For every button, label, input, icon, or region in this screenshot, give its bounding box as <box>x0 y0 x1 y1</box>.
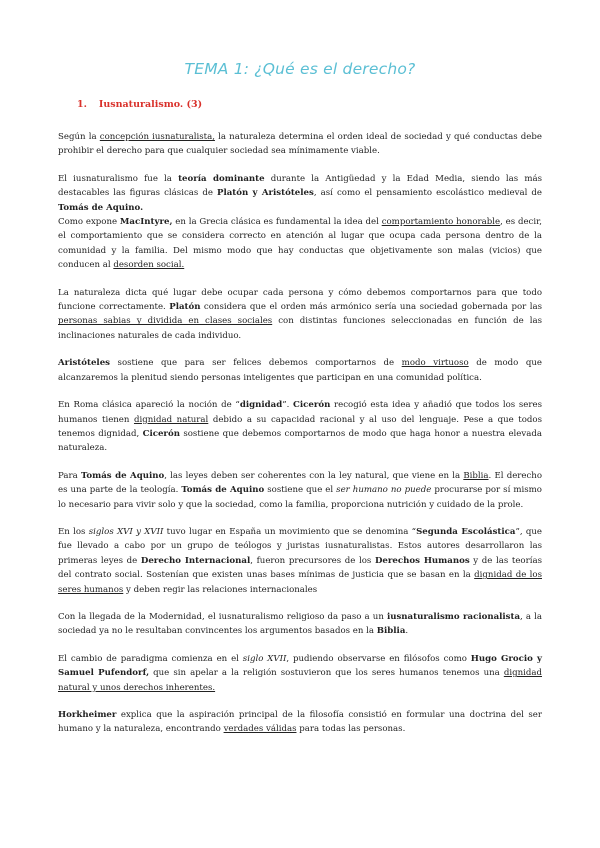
page-title: TEMA 1: ¿Qué es el derecho? <box>184 60 416 78</box>
text-run: y deben regir las relaciones internacionales <box>123 584 318 595</box>
paragraph <box>58 610 542 639</box>
bold-text: Tomás de Aquino <box>181 485 265 496</box>
body-text <box>58 130 542 750</box>
text-run: la naturaleza determina el orden ideal de sociedad y qué conductas debe prohibir el derecho para que cualquier sociedad sea mínimamente viable. <box>58 132 542 157</box>
underlined-text: desorden social. <box>113 260 185 271</box>
text-run: , fueron precursores de los <box>250 555 375 566</box>
text-run: tuvo lugar en España un movimiento que se denomina “ <box>163 526 417 537</box>
text-run: que sin apelar a la religión sostuvieron que los seres humanos tenemos una <box>149 668 504 679</box>
text-run: recogió esta idea y añadió que todos los seres humanos tienen <box>58 400 542 425</box>
paragraph <box>58 215 542 273</box>
text-run: con distintas funciones seleccionadas en función de las inclinaciones naturales de cada individuo. <box>58 316 542 341</box>
paragraph <box>58 356 542 385</box>
text-run: considera que el orden más armónico sería una sociedad gobernada por las <box>200 302 542 313</box>
paragraph <box>58 525 542 597</box>
underlined-text: dignidad de los seres humanos <box>58 570 542 595</box>
section-label: Iusnaturalismo. (3) <box>98 99 203 110</box>
text-run: ”. <box>282 400 294 411</box>
underlined-text: Biblia <box>463 470 489 481</box>
text-run: , así como el pensamiento escolástico medieval de <box>313 188 543 199</box>
text-run: , pudiendo observarse en filósofos como <box>286 653 471 664</box>
bold-text: Cicerón <box>293 400 331 411</box>
bold-text: Derechos Humanos <box>374 555 470 566</box>
text-run: Para <box>58 470 81 481</box>
paragraph <box>58 708 542 737</box>
text-run: para todas las personas. <box>296 724 406 735</box>
underlined-text: comportamiento honorable <box>381 217 501 228</box>
underlined-text: concepción iusnaturalista, <box>99 132 215 142</box>
bold-text: dignidad <box>239 400 283 411</box>
text-run: sostiene que el <box>264 485 337 496</box>
italic-text: siglos XVI y XVII <box>88 526 164 537</box>
section-heading <box>77 99 202 110</box>
text-run: El iusnaturalismo fue la <box>58 173 179 184</box>
bold-text: Platón <box>169 302 201 313</box>
text-run: sostiene que para ser felices debemos comportarnos de <box>110 358 402 369</box>
bold-text: Derecho Internacional <box>140 555 251 566</box>
italic-text: siglo XVII <box>242 653 287 664</box>
text-run: Como expone <box>58 217 120 228</box>
bold-text: Biblia <box>376 626 406 637</box>
bold-text: Horkheimer <box>58 710 117 720</box>
bold-text: teoría dominante <box>178 173 265 184</box>
text-run: procurarse por sí mismo lo necesario para vivir solo y que la sociedad, como la familia, proporciona nutrición y cuidado de la prole. <box>58 485 542 510</box>
text-run: sostiene que debemos comportarnos de modo que haga honor a nuestra elevada naturaleza. <box>58 428 542 454</box>
bold-text: Segunda Escolástica <box>416 526 516 537</box>
bold-text: Tomás de Aquino <box>80 470 165 481</box>
underlined-text: dignidad natural <box>133 414 209 425</box>
text-run: debido a su capacidad racional y al uso del lenguaje. Pese a que todos tenemos dignidad, <box>58 414 543 439</box>
bold-text: MacIntyre, <box>119 217 173 228</box>
text-run: En Roma clásica apareció la noción de “ <box>58 400 240 411</box>
underlined-text: modo virtuoso <box>401 358 469 369</box>
bold-text: Hugo Grocio y Samuel Pufendorf, <box>58 653 542 679</box>
bold-text: Tomás de Aquino. <box>58 202 144 213</box>
text-run: . <box>405 626 409 637</box>
paragraph <box>58 469 542 512</box>
text-run: Con la llegada de la Modernidad, el iusnaturalismo religioso da paso a un <box>58 611 387 622</box>
underlined-text: personas sabias y dividida en clases sociales <box>58 316 273 327</box>
text-run: explica que la aspiración principal de la filosofía consistió en formular una doctrina del ser humano y la naturaleza, encontrando <box>58 710 542 735</box>
underlined-text: verdades válidas <box>223 724 297 735</box>
paragraph <box>58 652 542 695</box>
paragraph <box>58 286 542 344</box>
bold-text: Cicerón <box>142 428 180 439</box>
text-run: El cambio de paradigma comienza en el <box>58 653 243 664</box>
underlined-text: dignidad natural y unos derechos inherentes. <box>58 668 543 693</box>
text-run: ”, que fue llevado a cabo por un grupo de teólogos y juristas iusnaturalistas. Estos autores desarrollaron las primeras leyes de <box>58 526 543 566</box>
paragraph <box>58 130 542 159</box>
text-run: , las leyes deben ser coherentes con la ley natural, que viene en la <box>164 470 464 481</box>
text-run: Según la <box>58 132 100 142</box>
text-run: En los <box>58 526 89 537</box>
text-run: en la Grecia clásica es fundamental la idea del <box>172 217 382 228</box>
bold-text: iusnaturalismo racionalista <box>386 611 521 622</box>
paragraph <box>58 398 542 456</box>
paragraph <box>58 172 542 215</box>
text-run: durante la Antigüedad y la Edad Media, siendo las más destacables las figuras clásicas de <box>58 173 542 199</box>
section-number: 1. <box>77 99 87 110</box>
text-run: , a la sociedad ya no le resultaban convincentes los argumentos basados en la <box>58 611 542 637</box>
text-run: y de las teorías del contrato social. Sostenían que existen unas bases mínimas de justicia que se basan en la <box>58 555 542 581</box>
text-run: de modo que alcanzaremos la plenitud siendo personas inteligentes que participan en una comunidad política. <box>58 358 543 383</box>
bold-text: Platón y Aristóteles <box>216 188 314 199</box>
text-run: . El derecho es una parte de la teología. <box>58 470 542 496</box>
text-run: , es decir, el comportamiento que se considera correcto en atención al lugar que ocupa cada persona dentro de la comunidad y la familia. Del mismo modo que hay conductas que objetivamente son malas (vicios) que conducen al <box>58 217 543 271</box>
text-run: La naturaleza dicta qué lugar debe ocupar cada persona y cómo debemos comportarnos para que todo funcione correctamente. <box>58 287 542 313</box>
bold-text: Aristóteles <box>58 358 111 369</box>
italic-text: ser humano no puede <box>336 485 432 496</box>
